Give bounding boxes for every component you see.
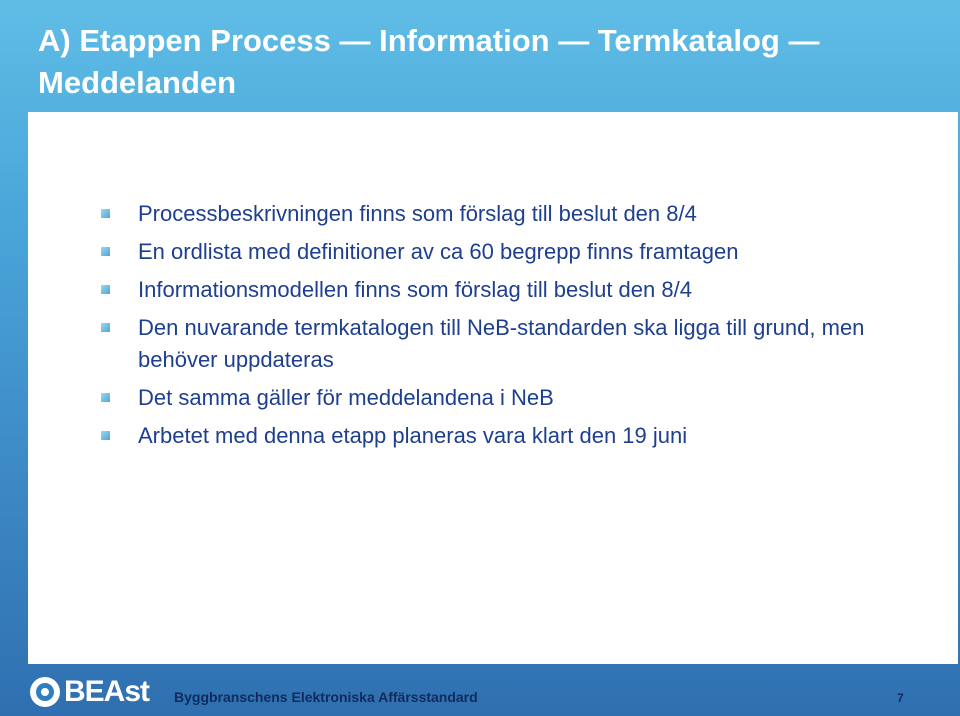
bullet-text: Arbetet med denna etapp planeras vara klart den 19 juni — [138, 423, 688, 448]
bullet-item — [28, 198, 908, 230]
bullet-item — [28, 274, 908, 306]
footer — [0, 664, 960, 716]
bullet-item — [28, 236, 908, 268]
logo-text: BEAst — [64, 675, 150, 708]
bullet-list — [28, 198, 908, 458]
bullet-item — [28, 382, 908, 414]
content-panel — [28, 112, 958, 664]
square-bullet-icon — [101, 285, 110, 294]
bullet-item — [28, 420, 908, 452]
beast-logo — [30, 672, 149, 712]
logo-mark-icon — [30, 677, 60, 707]
bullet-text: Det samma gäller för meddelandena i NeB — [138, 385, 554, 410]
bullet-text: Processbeskrivningen finns som förslag till beslut den 8/4 — [138, 201, 697, 226]
bullet-text: En ordlista med definitioner av ca 60 begrepp finns framtagen — [138, 239, 739, 264]
bullet-item — [28, 312, 908, 376]
square-bullet-icon — [101, 431, 110, 440]
slide-title: A) Etappen Process — Information — Termkatalog — Meddelanden — [38, 23, 820, 100]
page-number: 7 — [897, 691, 904, 705]
footer-organization: Byggbranschens Elektroniska Affärsstandard — [174, 689, 478, 705]
square-bullet-icon — [101, 323, 110, 332]
square-bullet-icon — [101, 209, 110, 218]
square-bullet-icon — [101, 393, 110, 402]
bullet-text: Den nuvarande termkatalogen till NeB-standarden ska ligga till grund, men behöver uppdateras — [138, 315, 865, 372]
square-bullet-icon — [101, 247, 110, 256]
bullet-text: Informationsmodellen finns som förslag till beslut den 8/4 — [138, 277, 692, 302]
